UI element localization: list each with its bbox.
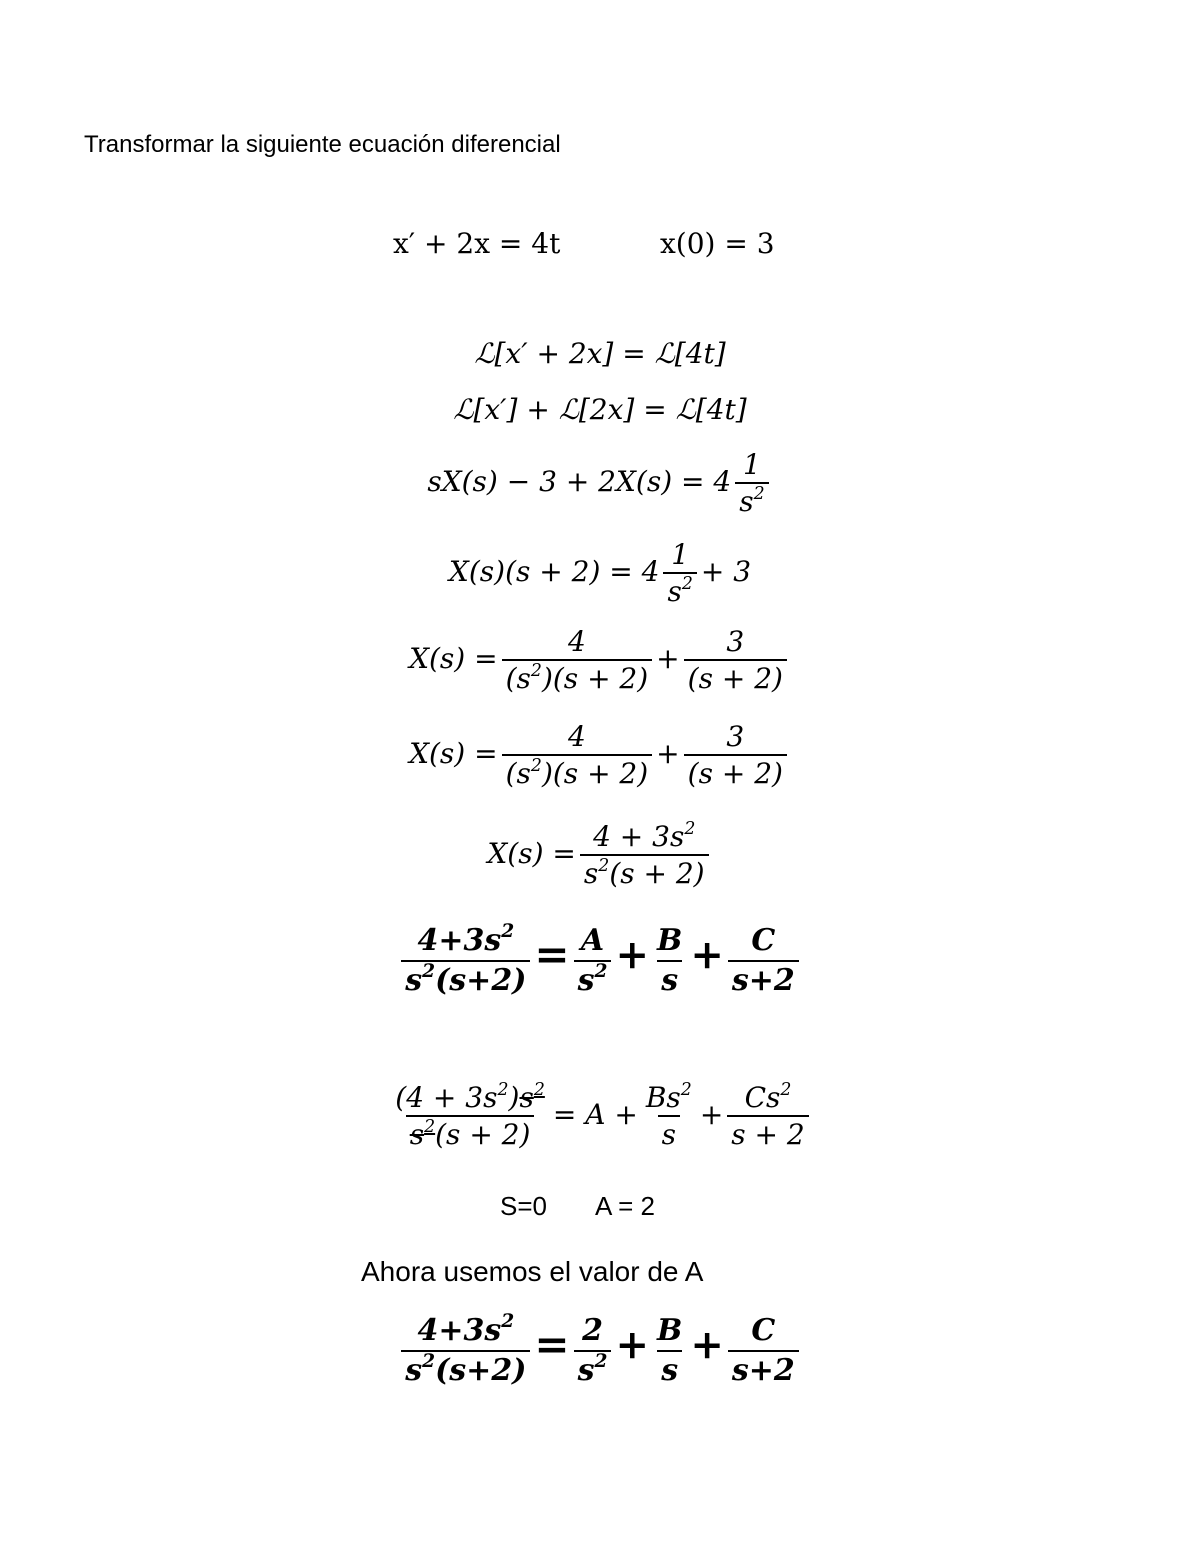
equals-sign: =	[534, 1319, 570, 1369]
fraction-denominator: $s^2$	[735, 482, 768, 516]
s-symbol: s	[667, 575, 682, 609]
plus-sign: +	[615, 931, 649, 979]
fraction-numerator: 2	[582, 1313, 603, 1348]
fraction-numerator: 1	[743, 448, 761, 481]
laplace-line-1: ℒ[x′ + 2x] = ℒ[4t]	[474, 337, 726, 370]
fraction-A-over-s2	[574, 925, 612, 996]
s-symbol: s	[405, 962, 423, 998]
fraction-3-over-s-plus-2	[684, 722, 787, 789]
fraction-numerator: $(4 + 3s^2)s^2$	[395, 1079, 545, 1114]
fraction-denominator: $s^2(s + 2)$	[580, 854, 709, 888]
fraction-4-over-s2-s2	[502, 722, 653, 789]
lhs-fraction	[401, 920, 530, 998]
fraction-denominator: $s^2$	[663, 572, 696, 606]
lhs-num-text: 4+3s	[417, 923, 502, 958]
cs-text: Cs	[744, 1081, 781, 1114]
final-partial-fraction	[0, 1310, 1200, 1388]
fraction-denominator: $s^2$	[574, 1350, 612, 1387]
fraction-numerator: A	[580, 923, 605, 958]
fraction-denominator: $(s^2)(s + 2)$	[502, 659, 653, 693]
partial-fraction-setup	[0, 920, 1200, 998]
fraction-denominator: s+2	[728, 1350, 799, 1387]
s-symbol: s	[739, 485, 754, 519]
multiplied-equation: $\frac{(4 + 3s^2)s^2}{s^2(s + 2)}$ = A + $\frac{Bs^2}{s}$ + $\frac{Cs^2}{s + 2}$	[0, 1083, 1200, 1150]
plus-sign: +	[615, 1321, 649, 1369]
s-value: S=0	[500, 1191, 547, 1221]
fraction-numerator: $4 + 3s^2$	[593, 818, 696, 853]
fraction-numerator: 4	[567, 720, 586, 753]
plus-sign: +	[690, 1321, 724, 1369]
fraction-numerator: 1	[671, 538, 690, 571]
fraction-denominator: s	[657, 1350, 682, 1387]
multiplied-lhs-fraction	[391, 1079, 549, 1152]
cancelled-s2: $s^2$	[409, 1117, 436, 1152]
s-plus-2: (s + 2)	[552, 662, 649, 696]
s-plus-2: (s + 2)	[609, 857, 705, 891]
rhs-a-term: = A +	[552, 1097, 638, 1131]
fraction-denominator: s+2	[728, 960, 799, 997]
lhs-fraction	[401, 1310, 530, 1388]
fraction-3-over-s-plus-2	[684, 627, 787, 694]
fraction-C-over-s-plus-2	[728, 925, 799, 996]
split-equation-2: X(s) = $\frac{4}{(s^2)(s + 2)}$ + $\frac{3}{(s + 2)}$	[0, 722, 1200, 789]
fraction-Cs2-over-s-plus-2	[727, 1079, 808, 1152]
split-equation-1: X(s) = $\frac{4}{(s^2)(s + 2)}$ + $\frac{3}{(s + 2)}$	[0, 627, 1200, 694]
fraction-1-over-s2	[735, 450, 768, 517]
s-plus-2: (s + 2)	[435, 1118, 531, 1152]
fraction-numerator: B	[656, 923, 683, 958]
fraction-C-over-s-plus-2	[728, 1315, 799, 1386]
s-symbol: s	[405, 1352, 423, 1388]
fraction-denominator: $s^2(s+2)$	[401, 1350, 530, 1387]
s-symbol: s	[577, 962, 595, 998]
fraction-denominator: $s^2(s+2)$	[401, 960, 530, 997]
s-symbol: s	[519, 1081, 534, 1114]
fraction-B-over-s	[653, 925, 686, 996]
xs-label: X(s) =	[487, 836, 576, 870]
plus-sign: +	[690, 931, 724, 979]
s-symbol: s	[516, 757, 531, 791]
fraction-numerator: $4+3s^2$	[417, 920, 515, 958]
fraction-numerator: 3	[726, 625, 745, 658]
fraction-denominator: (s + 2)	[684, 754, 787, 788]
fraction-denominator: s	[658, 1115, 680, 1149]
combined-equation	[0, 818, 1200, 891]
xs-label: X(s) =	[409, 736, 498, 770]
a-value: A = 2	[595, 1191, 655, 1221]
fraction-denominator: $s^2$	[574, 960, 612, 997]
fraction-denominator	[406, 1115, 535, 1152]
fraction-numerator: $4+3s^2$	[417, 1310, 515, 1348]
s-symbol: s	[409, 1118, 425, 1152]
s-domain-lhs: sX(s) − 3 + 2X(s) = 4	[427, 464, 732, 498]
fraction-denominator: (s + 2)	[684, 659, 787, 693]
fraction-numerator: C	[751, 923, 776, 958]
fraction-numerator: B	[656, 1313, 683, 1348]
s-symbol: s	[577, 1352, 595, 1388]
s-plus-2: (s + 2)	[552, 757, 649, 791]
factored-equation	[0, 540, 1200, 607]
factored-tail: + 3	[700, 554, 752, 588]
combined-fraction	[580, 818, 709, 891]
fraction-denominator: $(s^2)(s + 2)$	[502, 754, 653, 788]
fraction-denominator: s	[657, 960, 682, 997]
factored-lhs: X(s)(s + 2) = 4	[448, 554, 660, 588]
s-symbol: s	[583, 857, 599, 891]
bs-text: Bs	[645, 1081, 681, 1114]
combined-num-text: 4 + 3s	[593, 820, 685, 853]
fraction-2-over-s2	[574, 1315, 612, 1386]
fraction-Bs2-over-s	[642, 1079, 696, 1152]
fraction-numerator: Bs$^2$	[645, 1079, 692, 1114]
s-plus-2: (s+2)	[435, 962, 527, 998]
fraction-1-over-s2	[663, 540, 696, 607]
fraction-numerator: C	[751, 1313, 776, 1348]
lhs-num-text: 4+3s	[417, 1313, 502, 1348]
fraction-numerator: 4	[567, 625, 586, 658]
s-domain-equation	[0, 450, 1200, 517]
s-symbol: s	[516, 662, 531, 696]
cancelled-s2: $s^2$	[519, 1079, 545, 1114]
equals-sign: =	[534, 929, 570, 979]
fraction-numerator: Cs$^2$	[744, 1079, 792, 1114]
s-plus-2: (s+2)	[435, 1352, 527, 1388]
initial-condition: x(0) = 3	[660, 227, 775, 260]
fraction-4-over-s2-s2	[502, 627, 653, 694]
fraction-denominator: s + 2	[727, 1115, 808, 1149]
ode-equation: x′ + 2x = 4t	[393, 227, 561, 260]
xs-label: X(s) =	[409, 641, 498, 675]
intro-text: Transformar la siguiente ecuación diferencial	[84, 131, 561, 158]
laplace-line-2: ℒ[x′] + ℒ[2x] = ℒ[4t]	[453, 393, 747, 426]
fraction-B-over-s	[653, 1315, 686, 1386]
fraction-numerator: 3	[726, 720, 745, 753]
multiplied-num-text: (4 + 3s	[395, 1081, 498, 1114]
note-text: Ahora usemos el valor de A	[361, 1256, 704, 1287]
